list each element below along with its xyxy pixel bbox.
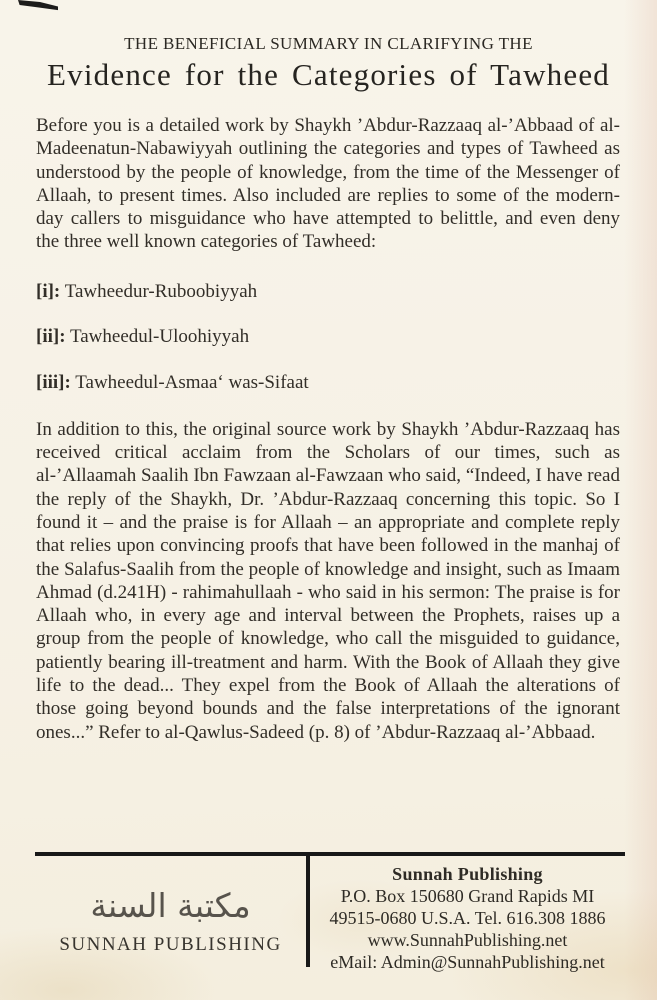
publisher-logo-arabic-calligraphy: مكتبة السنة — [90, 885, 251, 925]
intro-paragraph: Before you is a detailed work by Shaykh ’Abdur-Razzaaq al-’Abbaad of al-Madeenatun-Nabawiyyah outlining the categories and types of Tawheed as understood by the people of knowledge, from the time of the Messenger of Allaah, to present times. Also included are replies to some of the modern-day callers to misguidance who have attempted to belittle, and even deny the three well known categories of Tawheed: — [36, 115, 620, 253]
publisher-logo-caption: SUNNAH PUBLISHING — [59, 933, 282, 955]
series-kicker: THE BENEFICIAL SUMMARY IN CLARIFYING THE — [124, 34, 533, 53]
list-item-tawheed-asmaa-was-sifaat — [36, 371, 620, 394]
footer-columns — [35, 856, 625, 973]
list-item-marker: [i]: — [36, 280, 61, 302]
publisher-email: eMail: Admin@SunnahPublishing.net — [330, 952, 605, 972]
publisher-name: Sunnah Publishing — [392, 864, 543, 884]
list-item-marker: [iii]: — [36, 371, 71, 393]
acclaim-paragraph: In addition to this, the original source work by Shaykh ’Abdur-Razzaaq has received critical acclaim from the Scholars of our times, such as al-’Allaamah Saalih Ibn Fawzaan al-Fawzaan who said, “Indeed, I have read the reply of the Shaykh, Dr. ’Abdur-Razzaaq concerning this topic. So I found it – and the praise is for Allaah – an appropriate and complete reply that relies upon convincing proofs that have been followed in the manhaj of the Salafus-Saalih from the people of knowledge and insight, such as Imaam Ahmad (d.241H) - rahimahullaah - who said in his sermon: The praise is for Allaah who, in every age and interval between the Prophets, raises up a group from the people of knowledge, who call the misguided to guidance, patiently bearing ill-treatment and harm. With the Book of Allaah they give life to the dead... They expel from the Book of Allaah the alterations of those going beyond bounds and the false interpretations of the ignorant ones...” Refer to al-Qawlus-Sadeed (p. 8) of ’Abdur-Razzaaq al-’Abbaad. — [36, 418, 620, 743]
list-item-tawheed-uloohiyyah — [36, 325, 620, 348]
list-item-tawheed-ruboobiyyah — [36, 280, 620, 303]
publisher-website: www.SunnahPublishing.net — [367, 930, 568, 950]
cover-body — [0, 114, 657, 744]
publisher-footer — [0, 852, 657, 973]
book-title: Evidence for the Categories of Tawheed — [47, 57, 610, 92]
cover-header — [0, 0, 657, 93]
publisher-address-line2: 49515-0680 U.S.A. Tel. 616.308 1886 — [329, 908, 606, 928]
list-item-marker: [ii]: — [36, 326, 66, 348]
list-item-label: Tawheedur-Ruboobiyyah — [64, 280, 258, 302]
publisher-logo-block — [35, 856, 306, 973]
list-item-label: Tawheedul-Uloohiyyah — [69, 326, 250, 348]
tawheed-category-list — [36, 280, 620, 394]
publisher-contact-block — [310, 856, 625, 973]
publisher-address-line1: P.O. Box 150680 Grand Rapids MI — [340, 886, 595, 906]
list-item-label: Tawheedul-Asmaa‘ was-Sifaat — [75, 371, 309, 393]
